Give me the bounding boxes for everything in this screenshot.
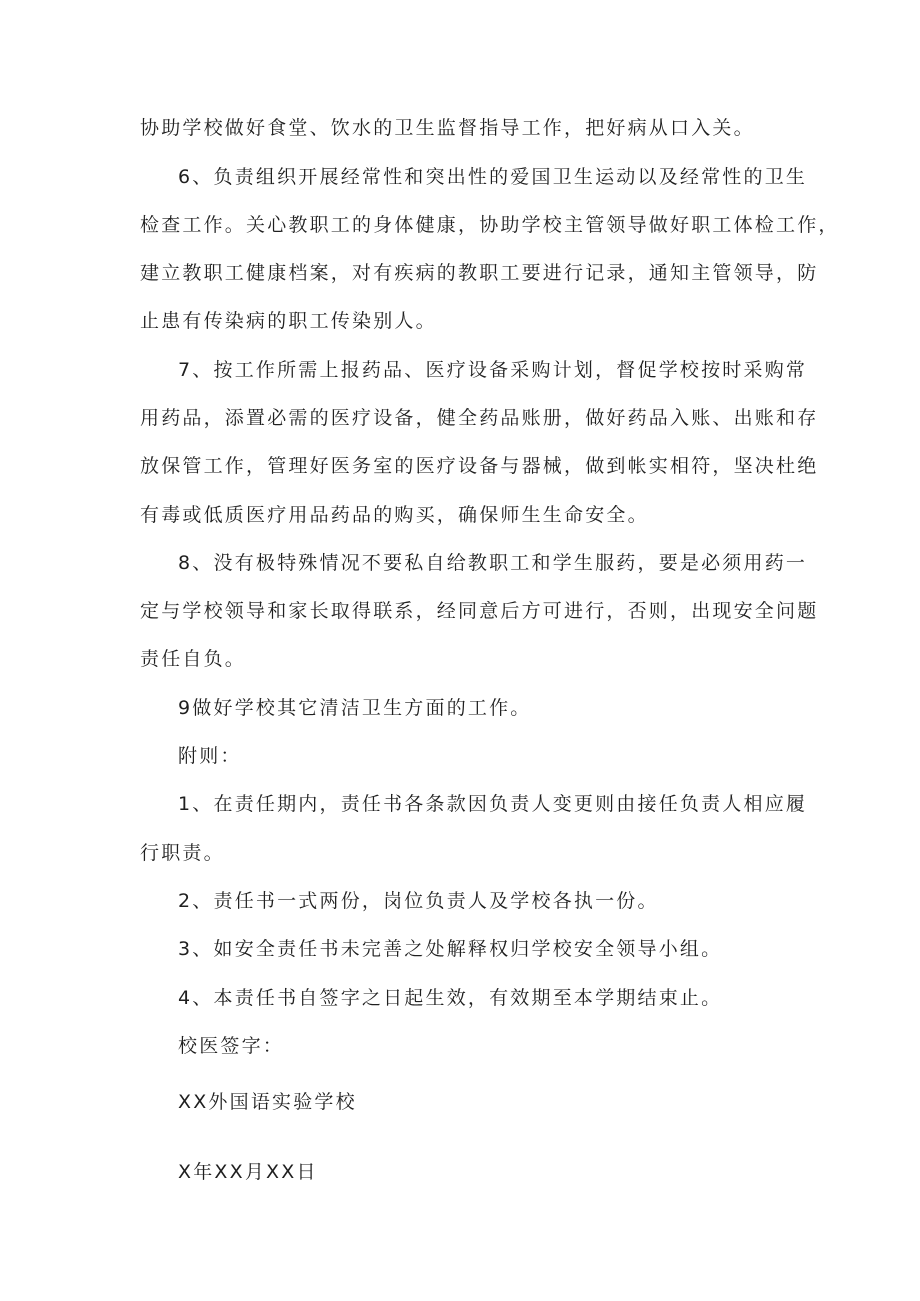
appendix-item-2: 2、责任书一式两份，岗位负责人及学校各执一份。	[178, 890, 659, 912]
paragraph-6-line-3: 建立教职工健康档案，对有疾病的教职工要进行记录，通知主管领导，防	[140, 262, 819, 284]
paragraph-6-line-1: 6、负责组织开展经常性和突出性的爱国卫生运动以及经常性的卫生	[178, 166, 808, 188]
paragraph-7-line-3: 放保管工作，管理好医务室的医疗设备与器械，做到帐实相符，坚决杜绝	[140, 455, 819, 477]
paragraph-5-tail: 协助学校做好食堂、饮水的卫生监督指导工作，把好病从口入关。	[140, 117, 755, 139]
document-date: X年XX月XX日	[178, 1161, 318, 1183]
paragraph-7-line-2: 用药品，添置必需的医疗设备，健全药品账册，做好药品入账、出账和存	[140, 407, 819, 429]
paragraph-8-line-2: 定与学校领导和家长取得联系，经同意后方可进行，否则，出现安全问题	[140, 600, 819, 622]
appendix-item-1-line-1: 1、在责任期内，责任书各条款因负责人变更则由接任负责人相应履	[178, 793, 808, 815]
paragraph-7-line-4: 有毒或低质医疗用品药品的购买，确保师生生命安全。	[140, 504, 649, 526]
paragraph-9: 9做好学校其它清洁卫生方面的工作。	[178, 697, 532, 719]
appendix-item-4: 4、本责任书自签字之日起生效，有效期至本学期结束止。	[178, 987, 723, 1009]
paragraph-6-line-2: 检查工作。关心教职工的身体健康，协助学校主管领导做好职工体检工作，	[140, 214, 840, 236]
paragraph-6-line-4: 止患有传染病的职工传染别人。	[140, 310, 437, 332]
signature-label: 校医签字：	[178, 1035, 285, 1057]
paragraph-7-line-1: 7、按工作所需上报药品、医疗设备采购计划，督促学校按时采购常	[178, 359, 808, 381]
appendix-item-1-line-2: 行职责。	[140, 842, 225, 864]
appendix-heading: 附则：	[178, 745, 242, 767]
school-name: XX外国语实验学校	[178, 1091, 357, 1113]
appendix-item-3: 3、如安全责任书未完善之处解释权归学校安全领导小组。	[178, 938, 723, 960]
paragraph-8-line-3: 责任自负。	[140, 648, 247, 670]
paragraph-8-line-1: 8、没有极特殊情况不要私自给教职工和学生服药，要是必须用药一	[178, 552, 808, 574]
